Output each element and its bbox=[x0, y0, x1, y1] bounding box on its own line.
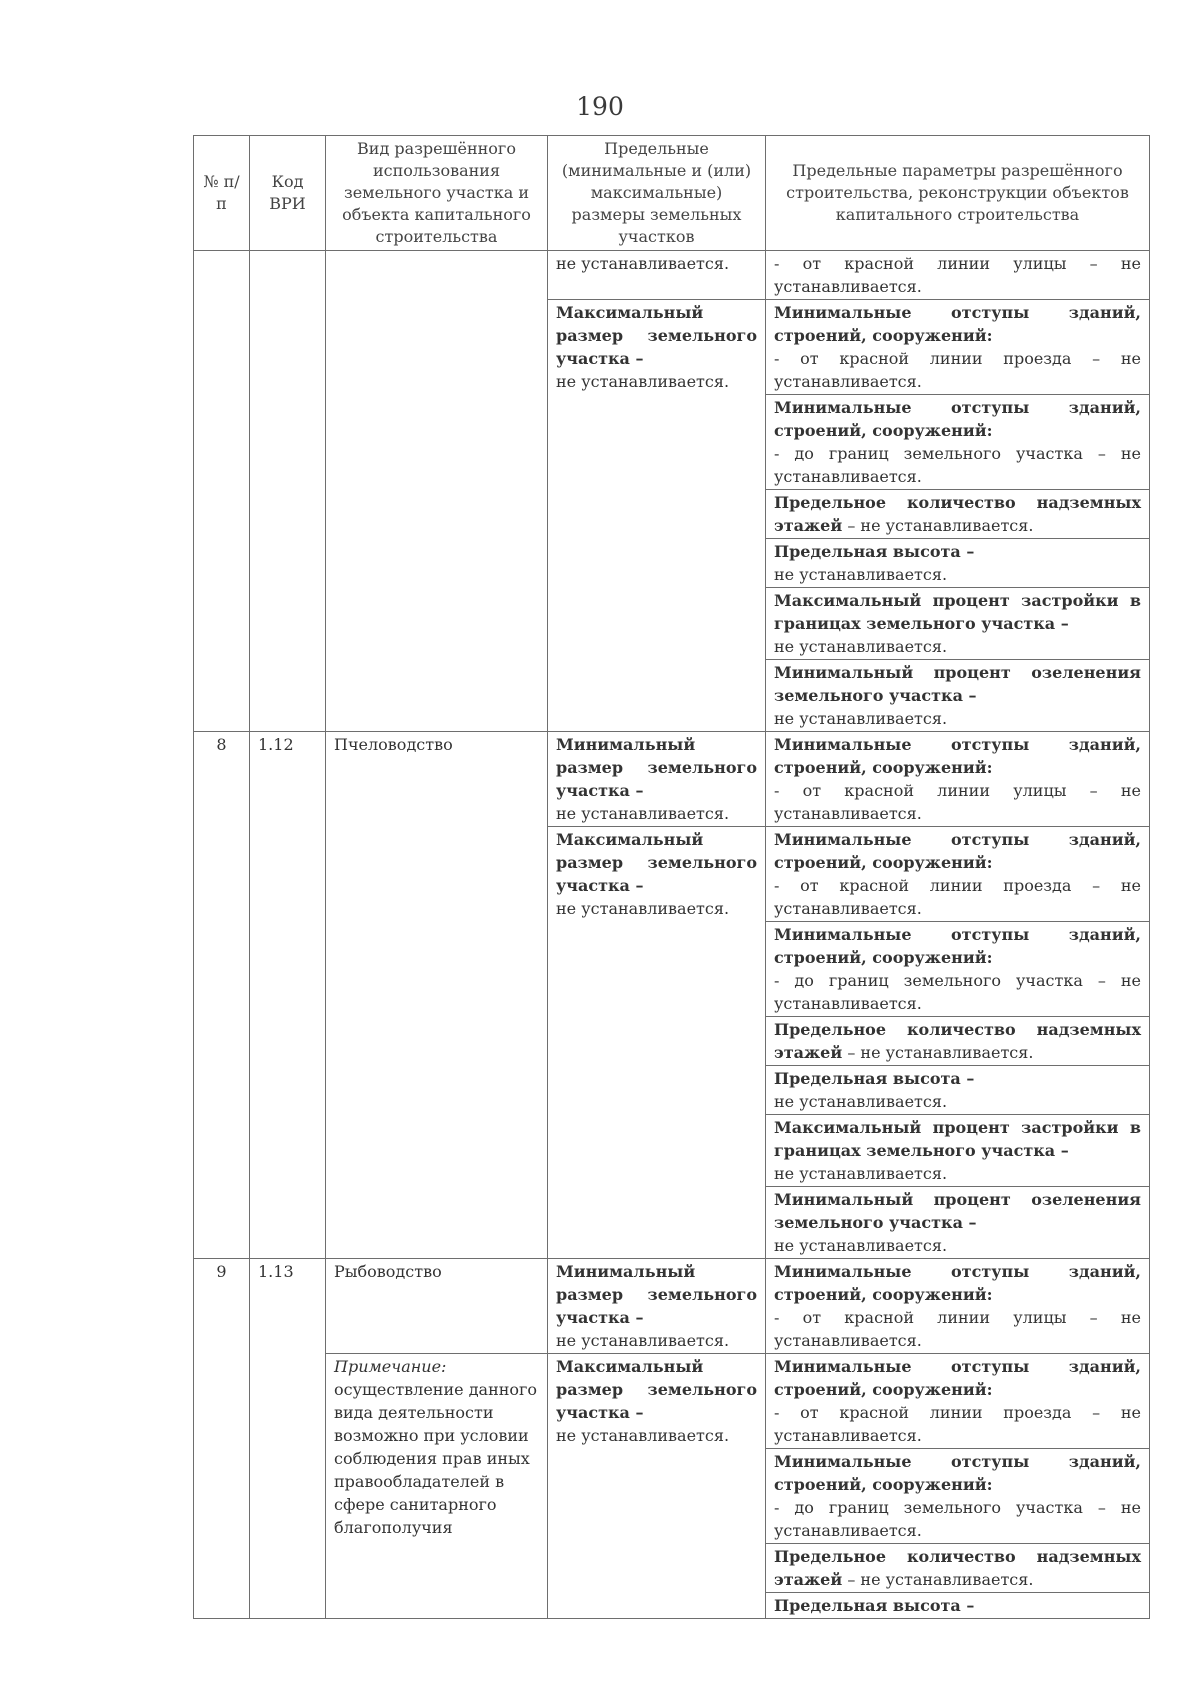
header-use-type: Вид разрешённого использования земельного участка и объекта капитального строительства bbox=[326, 136, 548, 251]
parameter-cell: Минимальный процент озеленения земельного участка – не устанавливается. bbox=[766, 1187, 1150, 1259]
parameter-cell: Предельное количество надземных этажей – не устанавливается. bbox=[766, 1544, 1150, 1593]
table-row bbox=[194, 1259, 1150, 1354]
parameter-cell: Минимальные отступы зданий, строений, сооружений: - от красной линии улицы – не устанавливается. bbox=[766, 1259, 1150, 1354]
plot-size-cell: Максимальный размер земельного участка – не устанавливается. bbox=[548, 300, 766, 732]
page-number: 190 bbox=[576, 92, 624, 121]
parameter-cell: - от красной линии улицы – не устанавливается. bbox=[766, 251, 1150, 300]
code-cell: 1.12 bbox=[250, 732, 326, 1259]
number-cell bbox=[194, 251, 250, 732]
parameter-cell: Минимальные отступы зданий, строений, сооружений: - до границ земельного участка – не устанавливается. bbox=[766, 1449, 1150, 1544]
header-number: № п/п bbox=[194, 136, 250, 251]
use-type-cell: Рыбоводство bbox=[326, 1259, 548, 1354]
parameter-cell: Минимальные отступы зданий, строений, сооружений: - от красной линии проезда – не устанавливается. bbox=[766, 827, 1150, 922]
parameter-cell: Минимальный процент озеленения земельного участка – не устанавливается. bbox=[766, 660, 1150, 732]
parameter-cell: Предельное количество надземных этажей – не устанавливается. bbox=[766, 490, 1150, 539]
use-type-cell: Пчеловодство bbox=[326, 732, 548, 1259]
parameter-cell: Максимальный процент застройки в границах земельного участка – не устанавливается. bbox=[766, 588, 1150, 660]
code-cell: 1.13 bbox=[250, 1259, 326, 1619]
header-row bbox=[194, 136, 1150, 251]
note-title: Примечание: bbox=[334, 1357, 447, 1376]
use-type-cell bbox=[326, 251, 548, 732]
parameter-cell: Максимальный процент застройки в границах земельного участка – не устанавливается. bbox=[766, 1115, 1150, 1187]
parameter-cell: Минимальные отступы зданий, строений, сооружений: - от красной линии улицы – не устанавливается. bbox=[766, 732, 1150, 827]
parameter-cell: Предельная высота – bbox=[766, 1593, 1150, 1619]
plot-size-cell: Минимальный размер земельного участка – не устанавливается. bbox=[548, 1259, 766, 1354]
header-code: Код ВРИ bbox=[250, 136, 326, 251]
parameter-cell: Предельное количество надземных этажей – не устанавливается. bbox=[766, 1017, 1150, 1066]
number-cell: 9 bbox=[194, 1259, 250, 1619]
zoning-table bbox=[193, 135, 1150, 1619]
parameter-cell: Минимальные отступы зданий, строений, сооружений: - от красной линии проезда – не устанавливается. bbox=[766, 300, 1150, 395]
parameter-cell: Минимальные отступы зданий, строений, сооружений: - от красной линии проезда – не устанавливается. bbox=[766, 1354, 1150, 1449]
plot-size-cell: Максимальный размер земельного участка – не устанавливается. bbox=[548, 1354, 766, 1619]
header-parameters: Предельные параметры разрешённого строительства, реконструкции объектов капитального строительства bbox=[766, 136, 1150, 251]
parameter-cell: Минимальные отступы зданий, строений, сооружений: - до границ земельного участка – не устанавливается. bbox=[766, 395, 1150, 490]
plot-size-cell: Максимальный размер земельного участка – не устанавливается. bbox=[548, 827, 766, 1259]
code-cell bbox=[250, 251, 326, 732]
parameter-cell: Предельная высота – не устанавливается. bbox=[766, 539, 1150, 588]
plot-size-cell: Минимальный размер земельного участка – не устанавливается. bbox=[548, 732, 766, 827]
table-row bbox=[194, 251, 1150, 300]
table-row bbox=[194, 732, 1150, 827]
note-text: осуществление данного вида деятельности возможно при условии соблюдения прав иных правообладателей в сфере санитарного благополучия bbox=[334, 1380, 538, 1537]
table-row bbox=[194, 1354, 1150, 1449]
note-cell bbox=[326, 1354, 548, 1619]
parameter-cell: Минимальные отступы зданий, строений, сооружений: - до границ земельного участка – не устанавливается. bbox=[766, 922, 1150, 1017]
parameter-cell: Предельная высота – не устанавливается. bbox=[766, 1066, 1150, 1115]
plot-size-cell: не устанавливается. bbox=[548, 251, 766, 300]
number-cell: 8 bbox=[194, 732, 250, 1259]
header-plot-size: Предельные (минимальные и (или) максимальные) размеры земельных участков bbox=[548, 136, 766, 251]
